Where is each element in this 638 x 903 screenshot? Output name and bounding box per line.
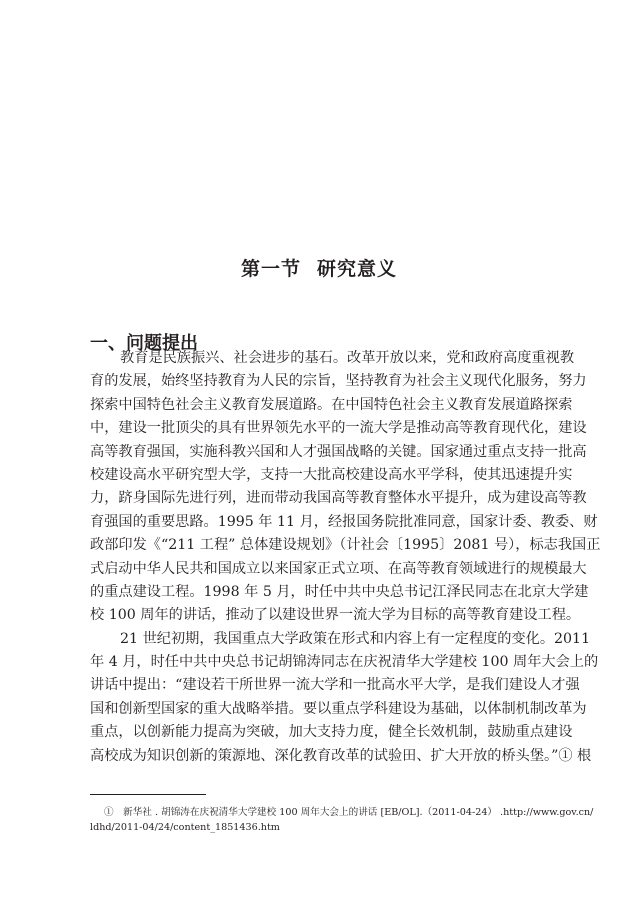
paragraph — [90, 347, 601, 628]
text-line: 力，跻身国际先进行列，进而带动我国高等教育整体水平提升，成为建设高等教 — [90, 490, 587, 507]
text-line: 校 100 周年的讲话，推动了以建设世界一流大学为目标的高等教育建设工程。 — [90, 607, 581, 624]
subsection-heading: 一、问题提出 — [90, 333, 198, 354]
text-line: 探索中国特色社会主义教育发展道路。在中国特色社会主义教育发展道路探索 — [90, 396, 573, 413]
text-line: 中，建设一批顶尖的具有世界领先水平的一流大学是推动高等教育现代化，建设 — [90, 420, 587, 437]
section-number: 第一节 — [240, 258, 301, 280]
text-line: 讲话中提出：“建设若干所世界一流大学和一批高水平大学，是我们建设人才强 — [90, 677, 580, 694]
text-line: 式启动中华人民共和国成立以来国家正式立项、在高等教育领域进行的规模最大 — [90, 560, 587, 577]
text-line: 校建设高水平研究型大学，支持一大批高校建设高水平学科，使其迅速提升实 — [90, 466, 573, 483]
footnote — [90, 805, 594, 835]
footnote-line: ldhd/2011-04/24/content_1851436.htm — [90, 822, 280, 833]
text-line: 政部印发《“211 工程” 总体建设规划》（计社会〔1995〕2081 号），标志我国正 — [90, 537, 601, 554]
text-line: 高等教育强国，实施科教兴国和人才强国战略的关键。国家通过重点支持一批高 — [90, 443, 587, 460]
text-line: 教育是民族振兴、社会进步的基石。改革开放以来，党和政府高度重视教 — [120, 350, 575, 366]
text-line: 高校成为知识创新的策源地、深化教育改革的试验田、扩大开放的桥头堡。”① 根 — [90, 747, 592, 764]
paragraph — [90, 628, 599, 768]
text-line: 重点，以创新能力提高为突破，加大支持力度，健全长效机制，鼓励重点建设 — [90, 724, 573, 741]
text-line: 年 4 月，时任中共中央总书记胡锦涛同志在庆祝清华大学建校 100 周年大会上的 — [90, 654, 599, 671]
text-line: 21 世纪初期，我国重点大学政策在形式和内容上有一定程度的变化。2011 — [120, 630, 591, 647]
text-line: 育强国的重要思路。1995 年 11 月，经报国务院批准同意，国家计委、教委、财 — [90, 513, 598, 530]
body-text — [90, 347, 601, 768]
section-title — [0, 254, 638, 281]
text-line: 育的发展，始终坚持教育为人民的宗旨，坚持教育为社会主义现代化服务，努力 — [90, 373, 587, 390]
footnote-divider — [90, 794, 206, 795]
footnote-line: ① 新华社 . 胡锦涛在庆祝清华大学建校 100 周年大会上的讲话 [EB/OL].（2011-04-24） .http://www.gov.cn/ — [104, 807, 594, 818]
text-line: 国和创新型国家的重大战略举措。要以重点学科建设为基础，以体制机制改革为 — [90, 700, 587, 717]
section-name: 研究意义 — [317, 258, 398, 280]
text-line: 的重点建设工程。1998 年 5 月，时任中共中央总书记江泽民同志在北京大学建 — [90, 583, 589, 600]
